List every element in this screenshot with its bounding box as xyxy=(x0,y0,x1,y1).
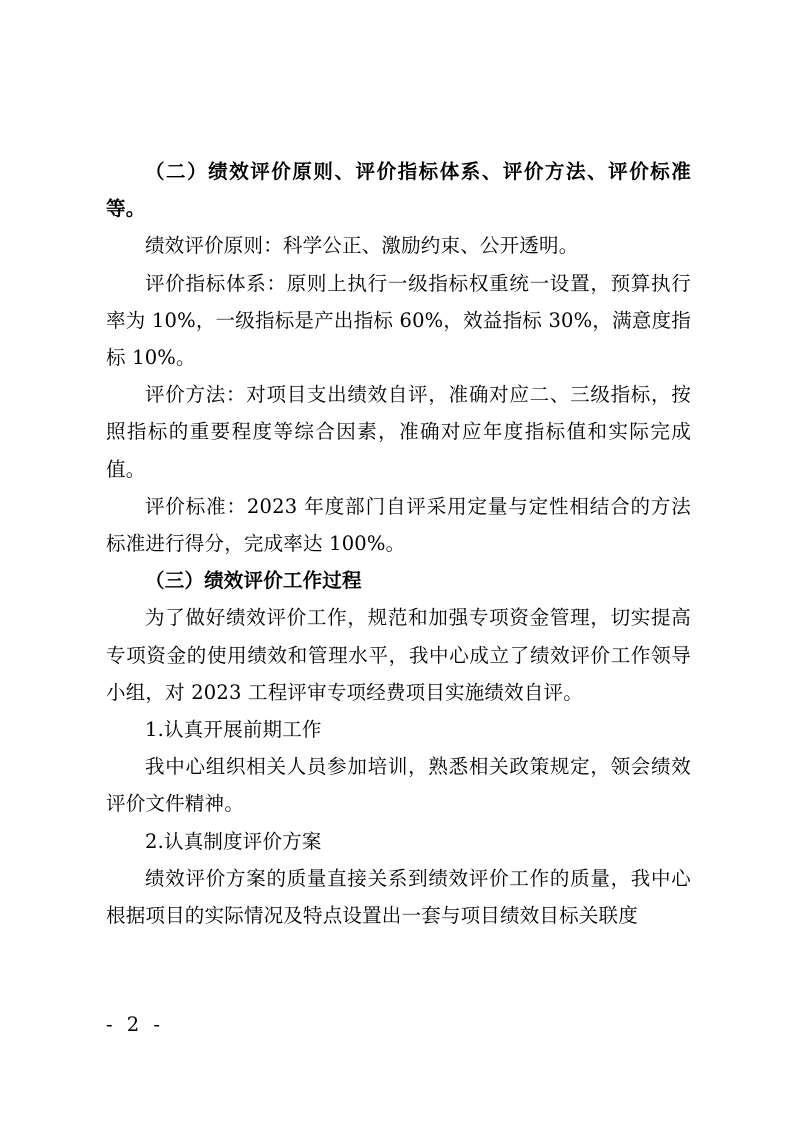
indicator-system-paragraph: 评价指标体系：原则上执行一级指标权重统一设置，预算执行率为 10%，一级指标是产出指标 60%，效益指标 30%，满意度指标 10%。 xyxy=(106,271,691,370)
page-number: - 2 - xyxy=(106,1013,164,1036)
step1-paragraph: 我中心组织相关人员参加培训，熟悉相关政策规定，领会绩效评价文件精神。 xyxy=(106,755,691,816)
method-paragraph: 评价方法：对项目支出绩效自评，准确对应二、三级指标，按照指标的重要程度等综合因素，准确对应年度指标值和实际完成值。 xyxy=(106,383,691,481)
document-body xyxy=(106,153,691,934)
section-heading-principles: （二）绩效评价原则、评价指标体系、评价方法、评价标准等。 xyxy=(106,160,691,221)
standard-paragraph: 评价标准：2023 年度部门自评采用定量与定性相结合的方法标准进行得分，完成率达 100%。 xyxy=(106,494,691,556)
principles-paragraph: 绩效评价原则：科学公正、激励约束、公开透明。 xyxy=(145,234,579,258)
process-intro-paragraph: 为了做好绩效评价工作，规范和加强专项资金管理，切实提高专项资金的使用绩效和管理水平，我中心成立了绩效评价工作领导小组，对 2023 工程评审专项经费项目实施绩效自评。 xyxy=(106,606,691,704)
step1-title: 1.认真开展前期工作 xyxy=(145,718,322,742)
step2-paragraph: 绩效评价方案的质量直接关系到绩效评价工作的质量，我中心根据项目的实际情况及特点设置出一套与项目绩效目标关联度 xyxy=(106,866,691,928)
step2-title: 2.认真制度评价方案 xyxy=(145,829,322,853)
section-heading-process: （三）绩效评价工作过程 xyxy=(145,569,362,593)
